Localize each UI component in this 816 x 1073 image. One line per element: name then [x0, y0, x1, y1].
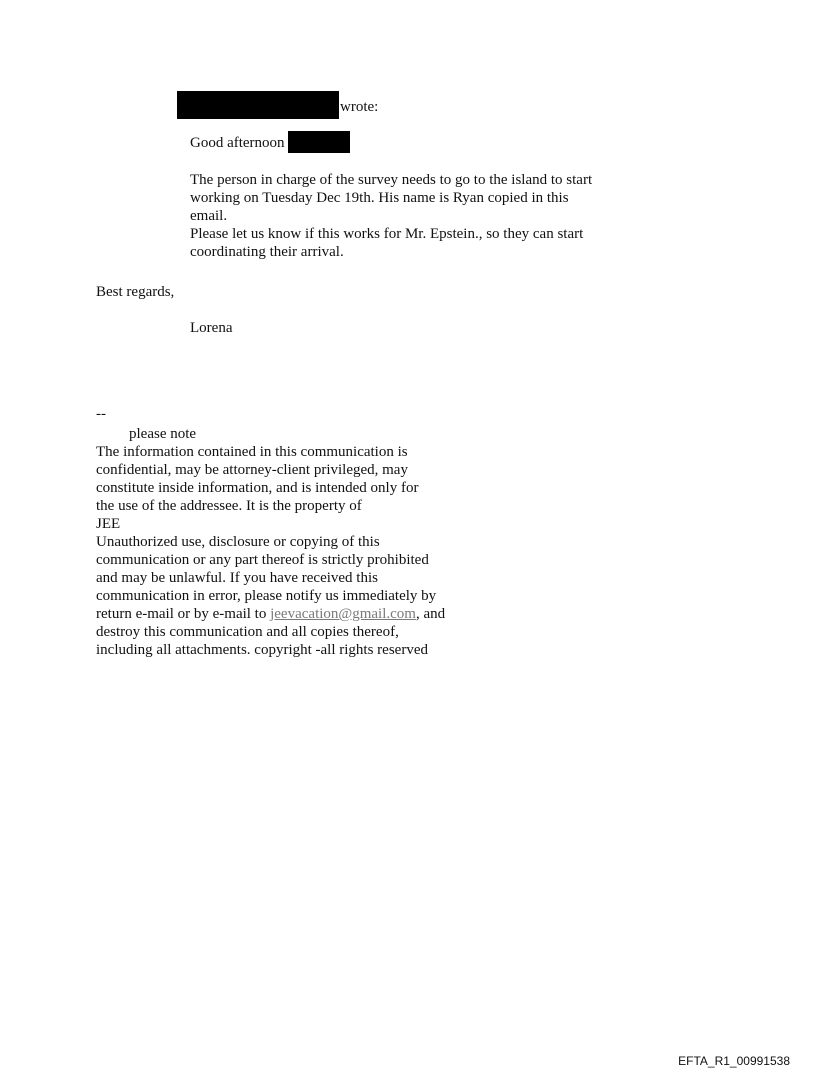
notice-line: and may be unlawful. If you have received this: [96, 570, 378, 586]
body-line: coordinating their arrival.: [190, 244, 344, 260]
email-link[interactable]: jeevacation@gmail.com: [270, 606, 416, 622]
message-body: [190, 171, 630, 261]
notice-line: confidential, may be attorney-client privileged, may: [96, 462, 408, 478]
greeting-text: Good afternoon: [190, 135, 285, 151]
redaction-recipient: [288, 131, 350, 153]
notice-line: including all attachments. copyright -all rights reserved: [96, 642, 428, 658]
return-suffix: , and: [415, 606, 446, 622]
return-prefix: return e-mail or by e-mail to: [96, 606, 271, 622]
notice-line: communication or any part thereof is strictly prohibited: [96, 552, 429, 568]
confidentiality-notice: [96, 443, 496, 659]
notice-line: communication in error, please notify us immediately by: [96, 588, 437, 604]
footer-separator: --: [96, 406, 106, 422]
notice-line: Unauthorized use, disclosure or copying of this: [96, 534, 380, 550]
wrote-text: wrote:: [340, 99, 379, 115]
notice-line-with-email: [96, 605, 496, 623]
redaction-sender: [177, 91, 339, 119]
bates-number: EFTA_R1_00991538: [678, 1054, 790, 1068]
body-line: email.: [190, 208, 228, 224]
closing-text: Best regards,: [96, 284, 175, 300]
notice-line: JEE: [96, 516, 121, 532]
notice-line: the use of the addressee. It is the property of: [96, 498, 362, 514]
footer-note-title: please note: [129, 426, 197, 442]
body-line: Please let us know if this works for Mr. Epstein., so they can start: [190, 226, 584, 242]
body-line: The person in charge of the survey needs to go to the island to start: [190, 172, 593, 188]
notice-line: constitute inside information, and is intended only for: [96, 480, 419, 496]
body-line: working on Tuesday Dec 19th. His name is Ryan copied in this: [190, 190, 569, 206]
notice-line: destroy this communication and all copies thereof,: [96, 624, 399, 640]
notice-line: The information contained in this communication is: [96, 444, 408, 460]
signature-text: Lorena: [190, 320, 233, 336]
